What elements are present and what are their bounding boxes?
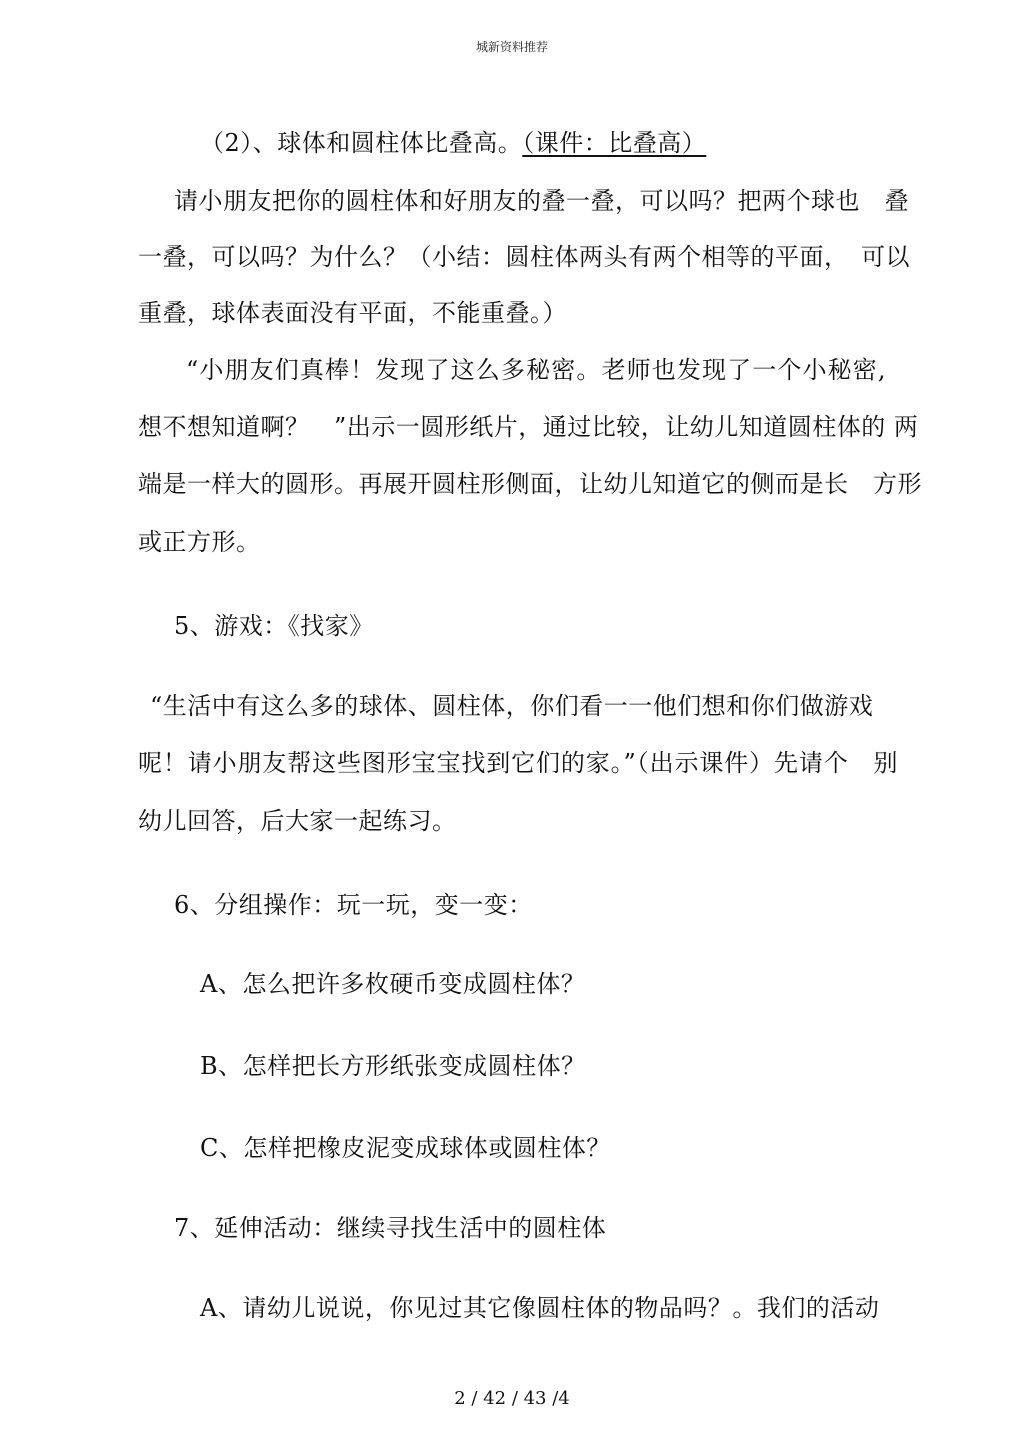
paragraph-line: 一叠，可以吗？为什么？（小结：圆柱体两头有两个相等的平面， 可以: [138, 243, 910, 271]
list-item: B、怎样把长方形纸张变成圆柱体？: [200, 1052, 586, 1080]
list-item: A、怎么把许多枚硬币变成圆柱体？: [200, 970, 586, 998]
courseware-note: （课件：比叠高）: [522, 129, 707, 157]
list-item: C、怎样把橡皮泥变成球体或圆柱体？: [200, 1134, 611, 1162]
subsection-heading-text: （2）、球体和圆柱体比叠高。: [200, 129, 523, 157]
paragraph-line: 呢！请小朋友帮这些图形宝宝找到它们的家。”（出示课件）先请个 别: [138, 749, 898, 777]
paragraph-line: “小朋友们真棒！发现了这么多秘密。老师也发现了一个小秘密,: [186, 356, 886, 384]
section-heading: 5、游戏：《找家》: [174, 612, 374, 640]
paragraph-line: “生活中有这么多的球体、圆柱体，你们看一一他们想和你们做游戏: [150, 692, 874, 720]
paragraph-line: 请小朋友把你的圆柱体和好朋友的叠一叠，可以吗？把两个球也 叠: [174, 187, 909, 215]
section-heading: 7、延伸活动：继续寻找生活中的圆柱体: [174, 1214, 607, 1242]
list-item: A、请幼儿说说，你见过其它像圆柱体的物品吗？。我们的活动: [200, 1294, 880, 1322]
paragraph-line: 或正方形。: [138, 528, 261, 556]
paragraph-line: 重叠，球体表面没有平面，不能重叠。）: [138, 299, 567, 327]
paragraph-line: 端是一样大的圆形。再展开圆柱形侧面，让幼儿知道它的侧而是长 方形: [138, 470, 922, 498]
subsection-heading: [200, 128, 706, 158]
section-heading: 6、分组操作：玩一玩，变一变：: [174, 891, 533, 919]
page-number: 2 / 42 / 43 /4: [454, 1388, 570, 1409]
paragraph-line: 幼儿回答，后大家一起练习。: [138, 807, 457, 835]
page-header: 城新资料推荐: [475, 40, 548, 54]
paragraph-line: 想不想知道啊？ ”出示一圆形纸片，通过比较，让幼儿知道圆柱体的 两: [138, 413, 919, 441]
